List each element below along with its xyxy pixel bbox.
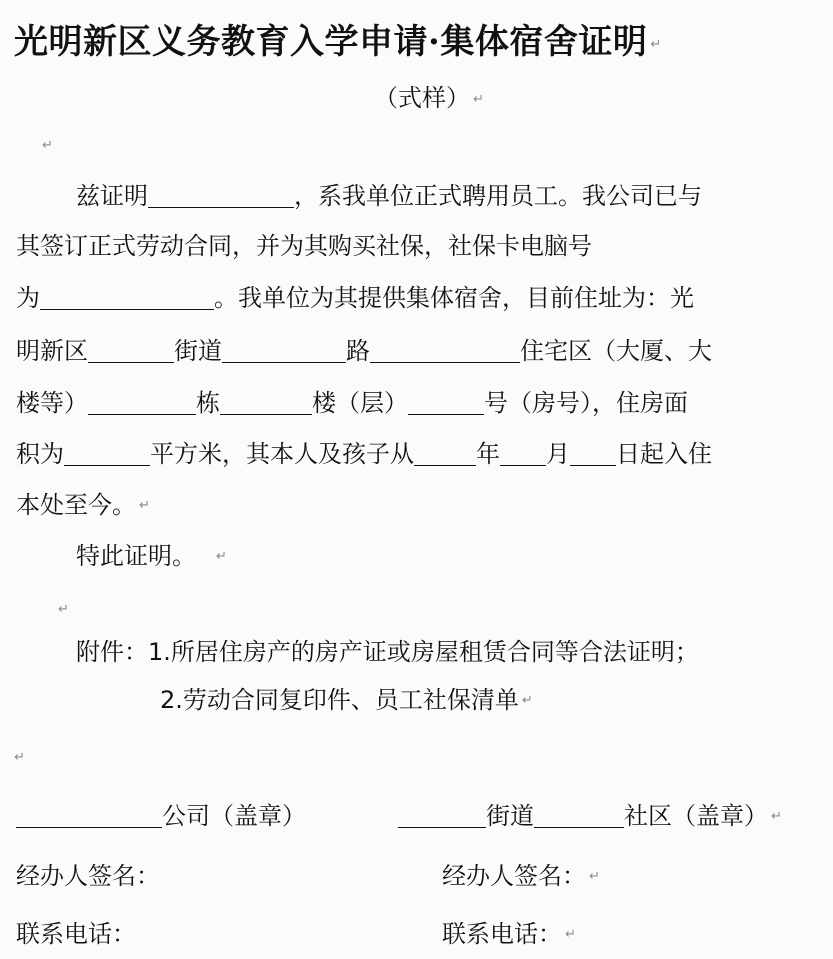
paragraph-mark-icon: ↵ <box>521 693 533 708</box>
year-blank[interactable] <box>414 441 476 466</box>
phone-left: 联系电话： <box>16 920 136 948</box>
paragraph-mark-icon: ↵ <box>650 36 662 52</box>
paragraph-mark-icon: ↵ <box>473 91 484 107</box>
body-line-1: 兹证明 ，系我单位正式聘用员工。我公司已与 <box>76 182 702 210</box>
company-name-blank[interactable] <box>16 803 162 828</box>
body-line-6: 积为 平方米，其本人及孩子从 年 月 日起入住 <box>16 440 712 468</box>
document-title: 光明新区义务教育入学申请·集体宿舍证明 ↵ <box>14 22 662 62</box>
street-office-blank[interactable] <box>398 803 486 828</box>
paragraph-mark-icon: ↵ <box>589 869 600 884</box>
attachment-line-2 <box>160 684 533 717</box>
area-blank[interactable] <box>64 441 150 466</box>
attachment-item-2: 2.劳动合同复印件、员工社保清单 <box>160 686 519 714</box>
handler-signature-left: 经办人签名： <box>16 862 160 890</box>
paragraph-mark-icon: ↵ <box>216 549 227 564</box>
residential-area-blank[interactable] <box>370 338 520 363</box>
paragraph-mark-icon: ↵ <box>14 750 25 765</box>
room-number-blank[interactable] <box>408 390 484 415</box>
closing-line: 特此证明。 ↵ <box>76 542 227 570</box>
attachment-label: 附件： <box>76 638 148 666</box>
body-line-2: 其签订正式劳动合同，并为其购买社保，社保卡电脑号 <box>16 232 592 260</box>
street-blank[interactable] <box>88 338 174 363</box>
body-line-7: 本处至今。 ↵ <box>16 491 150 519</box>
paragraph-mark-icon: ↵ <box>771 809 782 824</box>
body-line-5: 楼等） 栋 楼（层） 号（房号），住房面 <box>16 389 688 417</box>
body-line-3: 为 。我单位为其提供集体宿舍，目前住址为：光 <box>16 284 694 312</box>
employee-name-blank[interactable] <box>148 183 294 208</box>
attachment-line-1 <box>76 636 699 668</box>
road-blank[interactable] <box>222 338 346 363</box>
community-blank[interactable] <box>534 803 624 828</box>
month-blank[interactable] <box>500 441 546 466</box>
document-subtitle: （式样） ↵ <box>374 84 484 112</box>
paragraph-mark-icon: ↵ <box>58 602 69 617</box>
paragraph-mark-icon: ↵ <box>42 138 53 153</box>
phone-right: 联系电话： ↵ <box>442 920 576 948</box>
attachment-item-1: 1.所居住房产的房产证或房屋租赁合同等合法证明； <box>148 638 699 666</box>
handler-signature-right: 经办人签名： ↵ <box>442 862 600 890</box>
paragraph-mark-icon: ↵ <box>139 498 150 513</box>
body-line-4: 明新区 街道 路 住宅区（大厦、大 <box>16 337 712 365</box>
company-stamp-line: 公司（盖章） <box>16 800 306 832</box>
floor-blank[interactable] <box>220 390 312 415</box>
paragraph-mark-icon: ↵ <box>565 927 576 942</box>
day-blank[interactable] <box>570 441 616 466</box>
building-blank[interactable] <box>88 390 196 415</box>
community-stamp-line: 街道 社区（盖章） ↵ <box>398 800 782 833</box>
social-security-number-blank[interactable] <box>40 285 214 310</box>
